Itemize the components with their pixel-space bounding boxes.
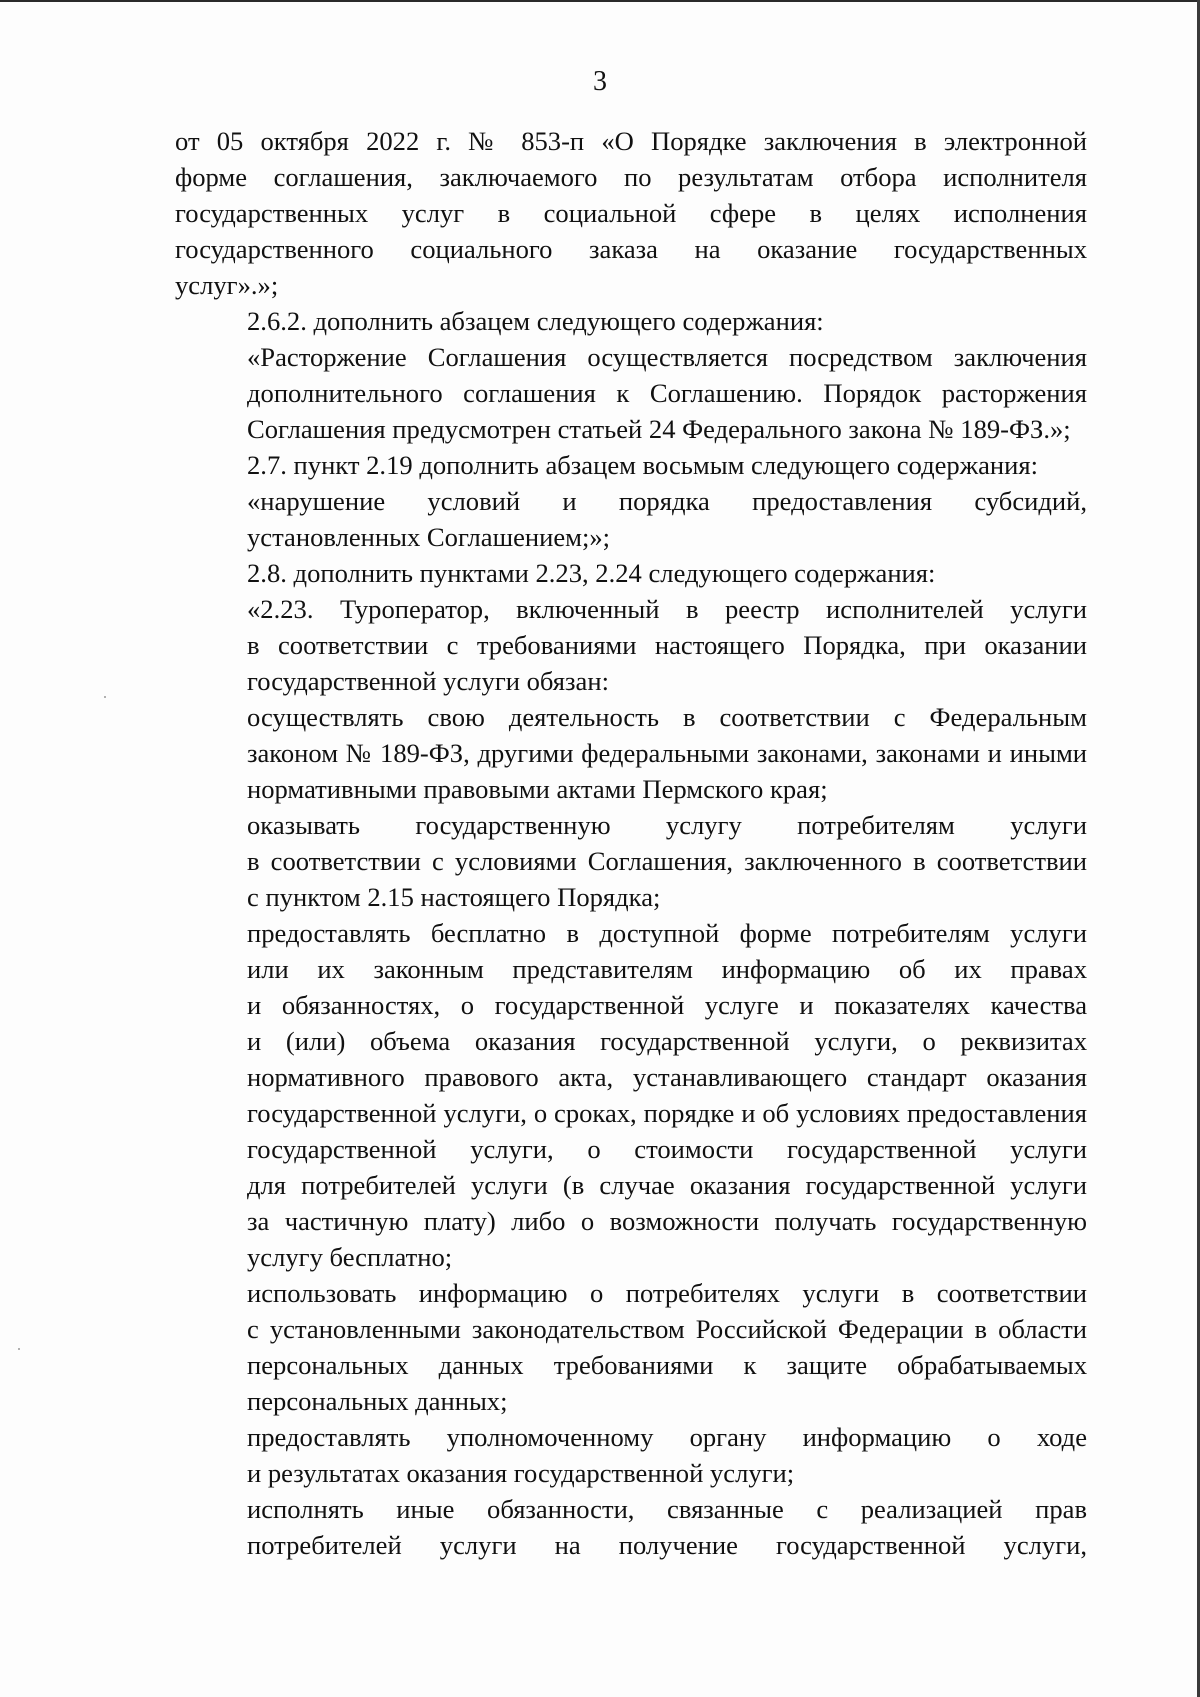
paragraph: [175, 1419, 1087, 1491]
paragraph: [175, 1491, 1087, 1563]
text-line: и обязанностях, о государственной услуге и показателях качества: [247, 990, 1087, 1020]
text-line: государственной услуги обязан:: [247, 666, 609, 696]
paragraph: [175, 123, 1087, 303]
text-line: исполнять иные обязанности, связанные с реализацией прав: [247, 1494, 1087, 1524]
text-line: в соответствии с условиями Соглашения, заключенного в соответствии: [247, 846, 1087, 876]
text-line: или их законным представителям информацию об их правах: [247, 954, 1087, 984]
text-line: в соответствии с требованиями настоящего Порядка, при оказании: [247, 630, 1087, 660]
text-line: законом № 189-ФЗ, другими федеральными законами, законами и иными: [247, 738, 1087, 768]
paragraph: [175, 591, 1087, 699]
text-line: 2.6.2. дополнить абзацем следующего содержания:: [247, 306, 824, 336]
text-line: форме соглашения, заключаемого по результатам отбора исполнителя: [175, 162, 1087, 192]
text-line: услугу бесплатно;: [247, 1242, 453, 1272]
text-line: за частичную плату) либо о возможности получать государственную: [247, 1206, 1087, 1236]
text-line: для потребителей услуги (в случае оказания государственной услуги: [247, 1170, 1087, 1200]
scan-edge-top: [0, 0, 1200, 2]
text-line: с установленными законодательством Российской Федерации в области: [247, 1314, 1087, 1344]
document-body: [175, 123, 1087, 1563]
text-line: Соглашения предусмотрен статьей 24 Федерального закона № 189-ФЗ.»;: [247, 414, 1071, 444]
text-line: дополнительного соглашения к Соглашению. Порядок расторжения: [247, 378, 1087, 408]
paragraph: [175, 447, 1087, 483]
paragraph: [175, 915, 1087, 1275]
text-line: нормативного правового акта, устанавливающего стандарт оказания: [247, 1062, 1087, 1092]
paragraph: [175, 483, 1087, 555]
text-line: и (или) объема оказания государственной услуги, о реквизитах: [247, 1026, 1087, 1056]
paragraph: [175, 807, 1087, 915]
text-line: услуг».»;: [175, 270, 279, 300]
text-line: предоставлять уполномоченному органу информацию о ходе: [247, 1422, 1087, 1452]
text-line: персональных данных;: [247, 1386, 508, 1416]
text-line: нормативными правовыми актами Пермского края;: [247, 774, 828, 804]
text-line: «2.23. Туроператор, включенный в реестр исполнителей услуги: [247, 594, 1087, 624]
text-line: и результатах оказания государственной услуги;: [247, 1458, 795, 1488]
text-line: государственного социального заказа на оказание государственных: [175, 234, 1087, 264]
text-line: «Расторжение Соглашения осуществляется посредством заключения: [247, 342, 1087, 372]
text-line: потребителей услуги на получение государственной услуги,: [247, 1530, 1087, 1560]
scan-speck: [104, 696, 106, 698]
scan-speck: [18, 1348, 20, 1350]
text-line: государственных услуг в социальной сфере в целях исполнения: [175, 198, 1087, 228]
text-line: установленных Соглашением;»;: [247, 522, 611, 552]
paragraph: [175, 555, 1087, 591]
text-line: предоставлять бесплатно в доступной форме потребителям услуги: [247, 918, 1087, 948]
paragraph: [175, 1275, 1087, 1419]
text-line: государственной услуги, о стоимости государственной услуги: [247, 1134, 1087, 1164]
text-line: «нарушение условий и порядка предоставления субсидий,: [247, 486, 1087, 516]
text-line: государственной услуги, о сроках, порядке и об условиях предоставления: [247, 1098, 1087, 1128]
paragraph: [175, 699, 1087, 807]
text-line: использовать информацию о потребителях услуги в соответствии: [247, 1278, 1087, 1308]
page-number: 3: [593, 66, 607, 97]
text-line: от 05 октября 2022 г. № 853-п «О Порядке заключения в электронной: [175, 126, 1087, 156]
text-line: 2.7. пункт 2.19 дополнить абзацем восьмым следующего содержания:: [247, 450, 1038, 480]
paragraph: [175, 303, 1087, 339]
text-line: оказывать государственную услугу потребителям услуги: [247, 810, 1087, 840]
text-line: персональных данных требованиями к защите обрабатываемых: [247, 1350, 1087, 1380]
text-line: с пунктом 2.15 настоящего Порядка;: [247, 882, 661, 912]
paragraph: [175, 339, 1087, 447]
text-line: осуществлять свою деятельность в соответствии с Федеральным: [247, 702, 1087, 732]
text-line: 2.8. дополнить пунктами 2.23, 2.24 следующего содержания:: [247, 558, 936, 588]
